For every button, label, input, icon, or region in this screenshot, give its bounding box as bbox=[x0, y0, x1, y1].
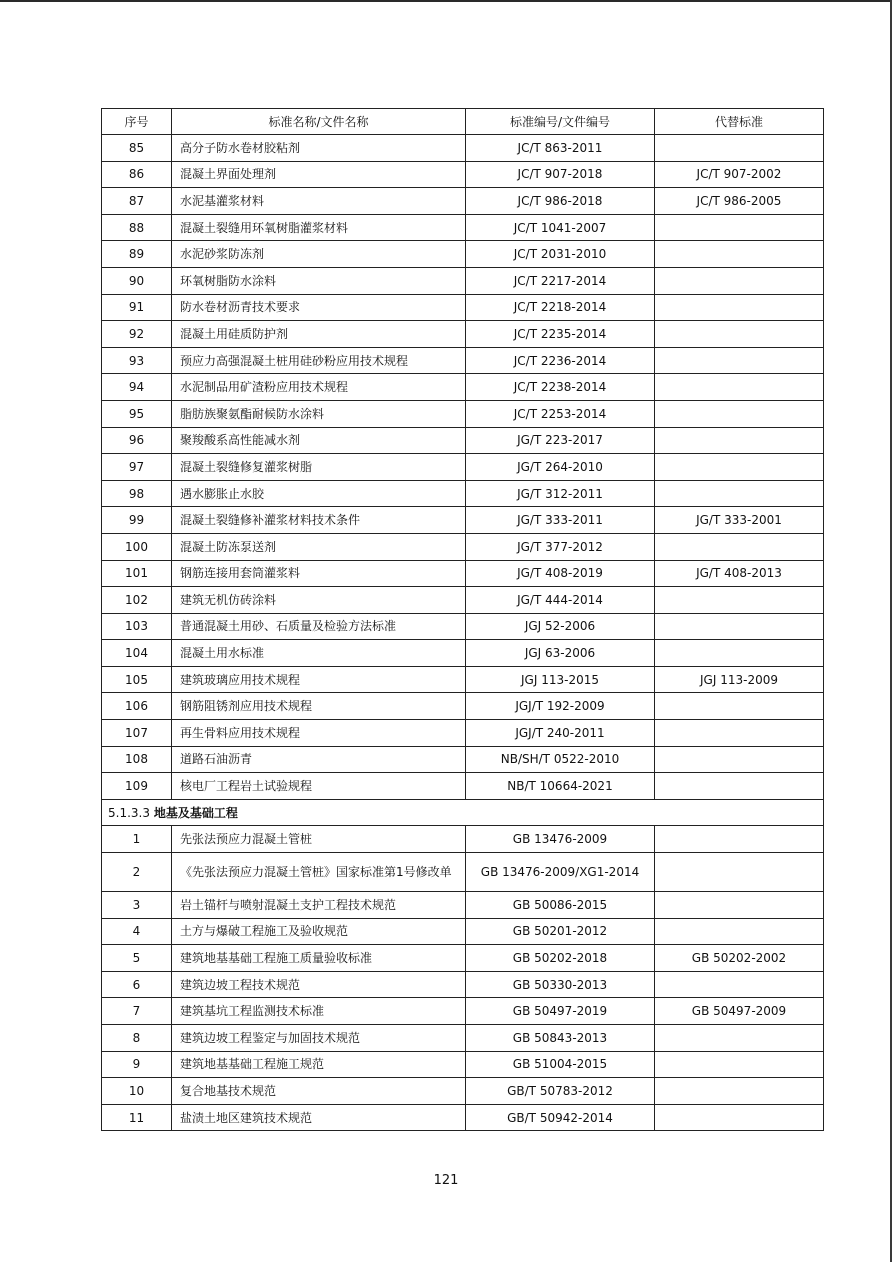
cell-standard-name: 混凝土裂缝用环氧树脂灌浆材料 bbox=[172, 214, 466, 241]
table-row bbox=[102, 347, 824, 374]
cell-number: 7 bbox=[102, 998, 172, 1025]
cell-number: 108 bbox=[102, 746, 172, 773]
cell-replaced-standard: GB 50202-2002 bbox=[655, 945, 824, 972]
table-row bbox=[102, 1078, 824, 1105]
cell-standard-name: 防水卷材沥青技术要求 bbox=[172, 294, 466, 321]
cell-standard-code: JG/T 333-2011 bbox=[466, 507, 655, 534]
top-border-line bbox=[0, 0, 892, 2]
cell-standard-name: 建筑无机仿砖涂料 bbox=[172, 587, 466, 614]
cell-replaced-standard bbox=[655, 613, 824, 640]
cell-replaced-standard bbox=[655, 1025, 824, 1052]
cell-standard-name: 遇水膨胀止水胶 bbox=[172, 480, 466, 507]
table-body-materials bbox=[102, 135, 824, 800]
table-row bbox=[102, 267, 824, 294]
cell-standard-code: JG/T 377-2012 bbox=[466, 533, 655, 560]
cell-standard-name: 混凝土裂缝修补灌浆材料技术条件 bbox=[172, 507, 466, 534]
cell-number: 106 bbox=[102, 693, 172, 720]
cell-number: 105 bbox=[102, 666, 172, 693]
table-row bbox=[102, 826, 824, 853]
table-row bbox=[102, 720, 824, 747]
cell-standard-name: 混凝土界面处理剂 bbox=[172, 161, 466, 188]
cell-standard-code: JGJ 113-2015 bbox=[466, 666, 655, 693]
cell-number: 93 bbox=[102, 347, 172, 374]
cell-number: 100 bbox=[102, 533, 172, 560]
cell-standard-code: JC/T 2217-2014 bbox=[466, 267, 655, 294]
cell-number: 85 bbox=[102, 135, 172, 162]
table-row bbox=[102, 998, 824, 1025]
cell-number: 89 bbox=[102, 241, 172, 268]
table-row bbox=[102, 214, 824, 241]
cell-number: 3 bbox=[102, 892, 172, 919]
cell-number: 94 bbox=[102, 374, 172, 401]
cell-number: 97 bbox=[102, 454, 172, 481]
cell-replaced-standard bbox=[655, 1051, 824, 1078]
cell-standard-code: NB/SH/T 0522-2010 bbox=[466, 746, 655, 773]
cell-replaced-standard bbox=[655, 321, 824, 348]
table-row bbox=[102, 666, 824, 693]
table-row bbox=[102, 693, 824, 720]
cell-number: 88 bbox=[102, 214, 172, 241]
cell-standard-code: GB 50086-2015 bbox=[466, 892, 655, 919]
cell-standard-name: 建筑基坑工程监测技术标准 bbox=[172, 998, 466, 1025]
table-row bbox=[102, 971, 824, 998]
table-row bbox=[102, 853, 824, 892]
table-row bbox=[102, 1025, 824, 1052]
cell-number: 101 bbox=[102, 560, 172, 587]
cell-standard-name: 混凝土防冻泵送剂 bbox=[172, 533, 466, 560]
page-number: 121 bbox=[433, 1173, 459, 1188]
standards-table bbox=[101, 108, 824, 1131]
cell-standard-name: 钢筋阻锈剂应用技术规程 bbox=[172, 693, 466, 720]
cell-standard-name: 水泥制品用矿渣粉应用技术规程 bbox=[172, 374, 466, 401]
cell-standard-code: JC/T 2031-2010 bbox=[466, 241, 655, 268]
cell-standard-name: 高分子防水卷材胶粘剂 bbox=[172, 135, 466, 162]
cell-standard-code: GB 50843-2013 bbox=[466, 1025, 655, 1052]
cell-replaced-standard bbox=[655, 135, 824, 162]
cell-standard-code: JGJ/T 192-2009 bbox=[466, 693, 655, 720]
cell-number: 2 bbox=[102, 853, 172, 892]
table-row bbox=[102, 892, 824, 919]
cell-standard-name: 建筑边坡工程技术规范 bbox=[172, 971, 466, 998]
cell-standard-code: JC/T 2238-2014 bbox=[466, 374, 655, 401]
cell-number: 99 bbox=[102, 507, 172, 534]
cell-number: 8 bbox=[102, 1025, 172, 1052]
cell-number: 86 bbox=[102, 161, 172, 188]
header-no: 序号 bbox=[102, 109, 172, 135]
table-row bbox=[102, 135, 824, 162]
cell-standard-code: GB 51004-2015 bbox=[466, 1051, 655, 1078]
cell-replaced-standard bbox=[655, 294, 824, 321]
cell-standard-code: JG/T 408-2019 bbox=[466, 560, 655, 587]
cell-standard-code: GB 50330-2013 bbox=[466, 971, 655, 998]
cell-number: 9 bbox=[102, 1051, 172, 1078]
table-row bbox=[102, 400, 824, 427]
cell-number: 102 bbox=[102, 587, 172, 614]
cell-number: 4 bbox=[102, 918, 172, 945]
table-row bbox=[102, 640, 824, 667]
cell-standard-name: 建筑地基基础工程施工规范 bbox=[172, 1051, 466, 1078]
cell-number: 11 bbox=[102, 1104, 172, 1131]
cell-replaced-standard bbox=[655, 427, 824, 454]
section-heading bbox=[102, 799, 824, 826]
table-row bbox=[102, 587, 824, 614]
cell-replaced-standard bbox=[655, 853, 824, 892]
cell-standard-code: JC/T 2218-2014 bbox=[466, 294, 655, 321]
cell-number: 98 bbox=[102, 480, 172, 507]
cell-replaced-standard bbox=[655, 773, 824, 800]
cell-standard-name: 建筑地基基础工程施工质量验收标准 bbox=[172, 945, 466, 972]
cell-standard-name: 钢筋连接用套筒灌浆料 bbox=[172, 560, 466, 587]
cell-standard-name: 再生骨料应用技术规程 bbox=[172, 720, 466, 747]
table-row bbox=[102, 241, 824, 268]
section-row bbox=[102, 799, 824, 826]
cell-replaced-standard bbox=[655, 1078, 824, 1105]
table-row bbox=[102, 454, 824, 481]
cell-standard-code: GB 50202-2018 bbox=[466, 945, 655, 972]
cell-standard-code: JG/T 312-2011 bbox=[466, 480, 655, 507]
cell-replaced-standard: JC/T 907-2002 bbox=[655, 161, 824, 188]
table-row bbox=[102, 1104, 824, 1131]
cell-standard-name: 混凝土用水标准 bbox=[172, 640, 466, 667]
cell-standard-code: GB 13476-2009/XG1-2014 bbox=[466, 853, 655, 892]
cell-standard-code: JG/T 444-2014 bbox=[466, 587, 655, 614]
cell-replaced-standard: JC/T 986-2005 bbox=[655, 188, 824, 215]
cell-standard-name: 先张法预应力混凝土管桩 bbox=[172, 826, 466, 853]
cell-standard-code: JG/T 223-2017 bbox=[466, 427, 655, 454]
cell-standard-code: JGJ/T 240-2011 bbox=[466, 720, 655, 747]
section-number: 5.1.3.3 bbox=[108, 805, 150, 820]
cell-standard-code: GB 13476-2009 bbox=[466, 826, 655, 853]
cell-standard-code: GB/T 50783-2012 bbox=[466, 1078, 655, 1105]
cell-number: 6 bbox=[102, 971, 172, 998]
cell-standard-code: GB/T 50942-2014 bbox=[466, 1104, 655, 1131]
cell-standard-name: 土方与爆破工程施工及验收规范 bbox=[172, 918, 466, 945]
table-row bbox=[102, 918, 824, 945]
cell-replaced-standard bbox=[655, 971, 824, 998]
cell-standard-name: 岩土锚杆与喷射混凝土支护工程技术规范 bbox=[172, 892, 466, 919]
cell-standard-name: 核电厂工程岩土试验规程 bbox=[172, 773, 466, 800]
cell-standard-code: JC/T 2236-2014 bbox=[466, 347, 655, 374]
cell-replaced-standard bbox=[655, 533, 824, 560]
cell-number: 1 bbox=[102, 826, 172, 853]
table-body-foundation bbox=[102, 826, 824, 1131]
cell-replaced-standard bbox=[655, 454, 824, 481]
cell-standard-code: JC/T 986-2018 bbox=[466, 188, 655, 215]
cell-number: 92 bbox=[102, 321, 172, 348]
section-heading-group bbox=[102, 799, 824, 826]
cell-standard-code: JC/T 2253-2014 bbox=[466, 400, 655, 427]
cell-replaced-standard bbox=[655, 892, 824, 919]
cell-replaced-standard bbox=[655, 241, 824, 268]
table-row bbox=[102, 188, 824, 215]
cell-number: 107 bbox=[102, 720, 172, 747]
cell-standard-code: JGJ 52-2006 bbox=[466, 613, 655, 640]
cell-standard-name: 混凝土裂缝修复灌浆树脂 bbox=[172, 454, 466, 481]
cell-replaced-standard bbox=[655, 720, 824, 747]
cell-standard-name: 混凝土用硅质防护剂 bbox=[172, 321, 466, 348]
cell-standard-code: GB 50201-2012 bbox=[466, 918, 655, 945]
header-code: 标准编号/文件编号 bbox=[466, 109, 655, 135]
table-row bbox=[102, 374, 824, 401]
cell-replaced-standard bbox=[655, 587, 824, 614]
table-header bbox=[102, 109, 824, 135]
cell-standard-name: 盐渍土地区建筑技术规范 bbox=[172, 1104, 466, 1131]
cell-standard-code: JC/T 1041-2007 bbox=[466, 214, 655, 241]
table-row bbox=[102, 294, 824, 321]
cell-standard-name: 聚羧酸系高性能减水剂 bbox=[172, 427, 466, 454]
cell-standard-name: 建筑玻璃应用技术规程 bbox=[172, 666, 466, 693]
cell-number: 91 bbox=[102, 294, 172, 321]
cell-number: 103 bbox=[102, 613, 172, 640]
table-row bbox=[102, 533, 824, 560]
cell-replaced-standard: GB 50497-2009 bbox=[655, 998, 824, 1025]
cell-standard-name: 《先张法预应力混凝土管桩》国家标准第1号修改单 bbox=[172, 853, 466, 892]
cell-number: 104 bbox=[102, 640, 172, 667]
table-row bbox=[102, 480, 824, 507]
header-replace: 代替标准 bbox=[655, 109, 824, 135]
table-row bbox=[102, 427, 824, 454]
section-title: 地基及基础工程 bbox=[153, 805, 238, 820]
cell-standard-name: 预应力高强混凝土桩用硅砂粉应用技术规程 bbox=[172, 347, 466, 374]
cell-replaced-standard bbox=[655, 746, 824, 773]
cell-replaced-standard bbox=[655, 480, 824, 507]
cell-standard-code: NB/T 10664-2021 bbox=[466, 773, 655, 800]
cell-standard-code: JG/T 264-2010 bbox=[466, 454, 655, 481]
header-name: 标准名称/文件名称 bbox=[172, 109, 466, 135]
table-row bbox=[102, 945, 824, 972]
cell-replaced-standard bbox=[655, 400, 824, 427]
cell-replaced-standard bbox=[655, 214, 824, 241]
cell-standard-code: JC/T 863-2011 bbox=[466, 135, 655, 162]
cell-standard-name: 环氧树脂防水涂料 bbox=[172, 267, 466, 294]
cell-number: 10 bbox=[102, 1078, 172, 1105]
cell-number: 96 bbox=[102, 427, 172, 454]
cell-replaced-standard bbox=[655, 347, 824, 374]
cell-standard-name: 复合地基技术规范 bbox=[172, 1078, 466, 1105]
cell-replaced-standard bbox=[655, 267, 824, 294]
cell-replaced-standard bbox=[655, 1104, 824, 1131]
cell-standard-code: GB 50497-2019 bbox=[466, 998, 655, 1025]
table-row bbox=[102, 613, 824, 640]
cell-number: 87 bbox=[102, 188, 172, 215]
cell-standard-code: JC/T 2235-2014 bbox=[466, 321, 655, 348]
cell-standard-name: 建筑边坡工程鉴定与加固技术规范 bbox=[172, 1025, 466, 1052]
cell-number: 5 bbox=[102, 945, 172, 972]
table-row bbox=[102, 560, 824, 587]
cell-standard-name: 水泥砂浆防冻剂 bbox=[172, 241, 466, 268]
cell-replaced-standard bbox=[655, 693, 824, 720]
cell-replaced-standard bbox=[655, 374, 824, 401]
cell-standard-name: 普通混凝土用砂、石质量及检验方法标准 bbox=[172, 613, 466, 640]
cell-replaced-standard: JGJ 113-2009 bbox=[655, 666, 824, 693]
cell-replaced-standard: JG/T 333-2001 bbox=[655, 507, 824, 534]
cell-number: 95 bbox=[102, 400, 172, 427]
table-row bbox=[102, 773, 824, 800]
cell-replaced-standard bbox=[655, 918, 824, 945]
cell-standard-name: 道路石油沥青 bbox=[172, 746, 466, 773]
cell-number: 109 bbox=[102, 773, 172, 800]
cell-standard-name: 水泥基灌浆材料 bbox=[172, 188, 466, 215]
cell-standard-name: 脂肪族聚氨酯耐候防水涂料 bbox=[172, 400, 466, 427]
table-row bbox=[102, 321, 824, 348]
cell-number: 90 bbox=[102, 267, 172, 294]
cell-replaced-standard: JG/T 408-2013 bbox=[655, 560, 824, 587]
table-row bbox=[102, 161, 824, 188]
header-row bbox=[102, 109, 824, 135]
table-row bbox=[102, 1051, 824, 1078]
cell-replaced-standard bbox=[655, 640, 824, 667]
table-row bbox=[102, 746, 824, 773]
cell-standard-code: JC/T 907-2018 bbox=[466, 161, 655, 188]
table-row bbox=[102, 507, 824, 534]
cell-standard-code: JGJ 63-2006 bbox=[466, 640, 655, 667]
cell-replaced-standard bbox=[655, 826, 824, 853]
